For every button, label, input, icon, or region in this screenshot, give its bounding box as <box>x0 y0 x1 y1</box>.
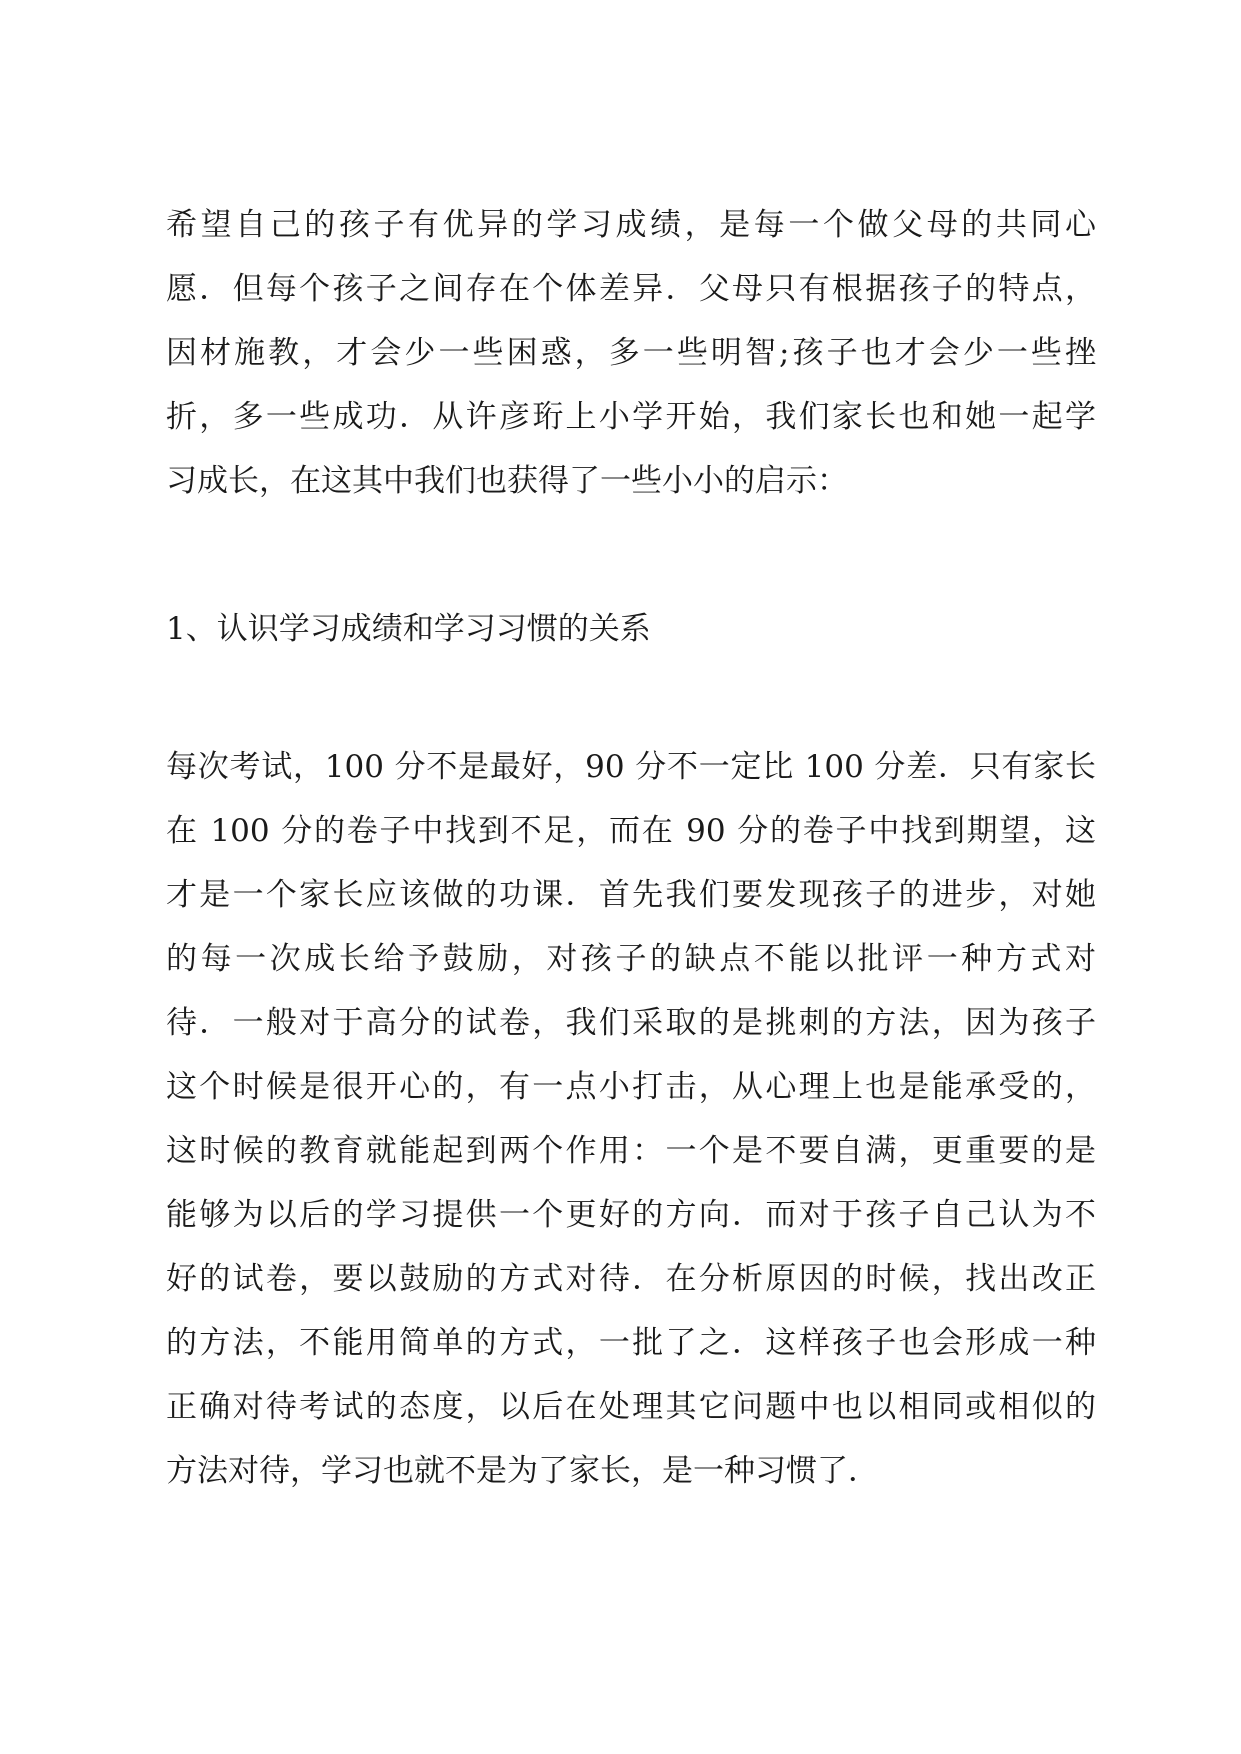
paragraph-1-line-1: 希望自己的孩子有优异的学习成绩，是每一个做父母的共同心 <box>166 207 1096 243</box>
paragraph-2-line-7: 这时候的教育就能起到两个作用：一个是不要自满，更重要的是 <box>166 1133 1096 1169</box>
paragraph-1-line-5: 习成长，在这其中我们也获得了一些小小的启示： <box>166 463 848 499</box>
paragraph-2-line-9: 好的试卷，要以鼓励的方式对待．在分析原因的时候，找出改正 <box>166 1261 1096 1297</box>
paragraph-1-line-2: 愿．但每个孩子之间存在个体差异．父母只有根据孩子的特点， <box>166 271 1096 307</box>
section-heading: 1、认识学习成绩和学习习惯的关系 <box>166 611 651 647</box>
paragraph-2-line-11: 正确对待考试的态度，以后在处理其它问题中也以相同或相似的 <box>166 1389 1096 1425</box>
paragraph-1-line-3: 因材施教，才会少一些困惑，多一些明智;孩子也才会少一些挫 <box>166 335 1096 371</box>
paragraph-2-line-8: 能够为以后的学习提供一个更好的方向．而对于孩子自己认为不 <box>166 1197 1096 1233</box>
paragraph-2-line-4: 的每一次成长给予鼓励，对孩子的缺点不能以批评一种方式对 <box>166 941 1096 977</box>
paragraph-2-line-6: 这个时候是很开心的，有一点小打击，从心理上也是能承受的， <box>166 1069 1096 1105</box>
paragraph-2-line-3: 才是一个家长应该做的功课．首先我们要发现孩子的进步，对她 <box>166 877 1096 913</box>
paragraph-2-line-5: 待．一般对于高分的试卷，我们采取的是挑刺的方法，因为孩子 <box>166 1005 1096 1041</box>
paragraph-2-line-12: 方法对待，学习也就不是为了家长，是一种习惯了． <box>166 1453 879 1489</box>
paragraph-2-line-1: 每次考试，100 分不是最好，90 分不一定比 100 分差．只有家长 <box>166 749 1096 785</box>
paragraph-2-line-10: 的方法，不能用简单的方式，一批了之．这样孩子也会形成一种 <box>166 1325 1096 1361</box>
paragraph-1-line-4: 折，多一些成功．从许彦珩上小学开始，我们家长也和她一起学 <box>166 399 1096 435</box>
paragraph-2-line-2: 在 100 分的卷子中找到不足，而在 90 分的卷子中找到期望，这 <box>166 813 1096 849</box>
